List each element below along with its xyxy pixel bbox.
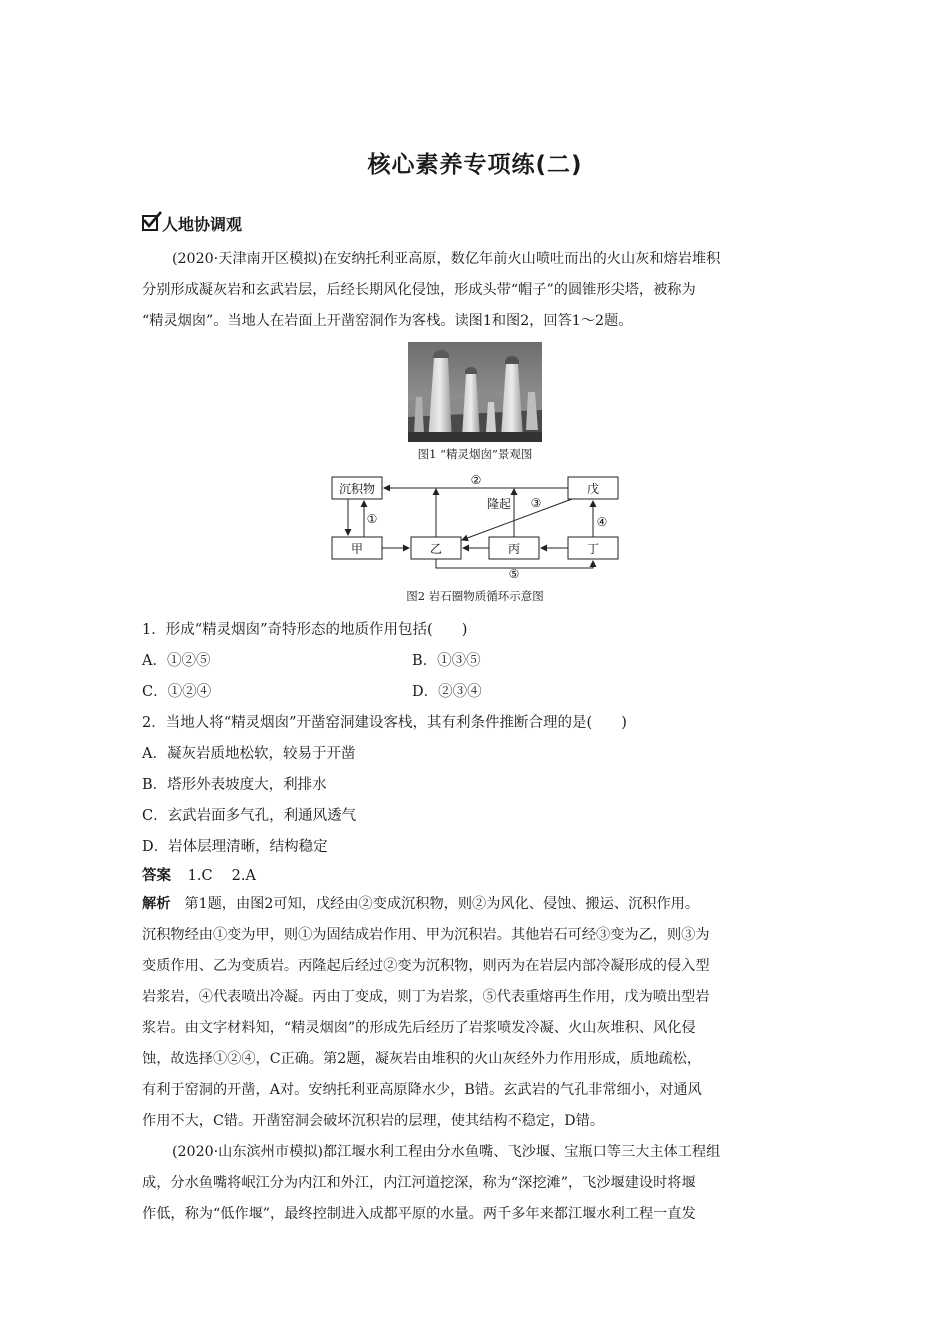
section-label: 人地协调观	[162, 214, 243, 234]
label-3: ③	[530, 496, 542, 510]
answer-text: 1.C 2.A	[187, 868, 256, 884]
option-a: A．①②⑤	[142, 653, 211, 669]
page-title: 核心素养专项练(二)	[367, 152, 583, 178]
answer-label: 答案	[142, 868, 171, 884]
label-uplift: 隆起	[486, 497, 512, 511]
question-1-options-cd	[142, 680, 482, 701]
node-wu: 戊	[586, 482, 600, 496]
node-yi: 乙	[429, 542, 443, 556]
checkbox-icon	[142, 215, 158, 231]
intro1-line: (2020·天津南开区模拟)在安纳托利亚高原，数亿年前火山喷吐而出的火山灰和熔岩堆积	[172, 251, 721, 267]
question-2-stem: 2．当地人将“精灵烟囱”开凿窑洞建设客栈，其有利条件推断合理的是( )	[142, 715, 627, 731]
analysis-line: 浆岩。由文字材料知，“精灵烟囱”的形成先后经历了岩浆喷发冷凝、火山灰堆积、风化侵	[142, 1020, 696, 1036]
figure2-caption: 图2 岩石圈物质循环示意图	[406, 589, 544, 603]
node-jia: 甲	[350, 542, 364, 556]
option-c: C．①②④	[142, 684, 212, 700]
label-1: ①	[366, 512, 378, 526]
intro2-line: 成，分水鱼嘴将岷江分为内江和外江，内江河道挖深，称为“深挖滩”，飞沙堰建设时将堰	[142, 1175, 696, 1191]
analysis-line: 作用不大，C错。开凿窑洞会破坏沉积岩的层理，使其结构不稳定，D错。	[142, 1113, 605, 1129]
analysis-line: 蚀，故选择①②④，C正确。第2题，凝灰岩由堆积的火山灰经外力作用形成，质地疏松，	[142, 1051, 702, 1067]
label-5: ⑤	[508, 567, 520, 578]
option-b: B．①③⑤	[412, 653, 481, 669]
analysis-paragraph	[142, 889, 810, 1137]
analysis-line: 有利于窑洞的开凿，A对。安纳托利亚高原降水少，B错。玄武岩的气孔非常细小，对通风	[142, 1082, 702, 1098]
label-4: ④	[596, 515, 608, 529]
intro1-line: 分别形成凝灰岩和玄武岩层，后经长期风化侵蚀，形成头带“帽子”的圆锥形尖塔，被称为	[142, 282, 696, 298]
fairy-chimney-photo	[408, 342, 542, 442]
analysis-line: 岩浆岩，④代表喷出冷凝。丙由丁变成，则丁为岩浆，⑤代表重熔再生作用，戊为喷出型岩	[142, 989, 710, 1005]
node-bing: 丙	[507, 542, 521, 556]
section-heading	[142, 212, 242, 234]
intro2-line: (2020·山东滨州市模拟)都江堰水利工程由分水鱼嘴、飞沙堰、宝瓶口等三大主体工程组	[172, 1144, 721, 1160]
option-b: B．塔形外表坡度大，利排水	[142, 777, 327, 793]
figure1-caption: 图1 “精灵烟囱”景观图	[417, 447, 533, 461]
intro-paragraph-2	[142, 1137, 810, 1230]
label-2: ②	[470, 473, 482, 487]
analysis-line: 第1题，由图2可知，戊经由②变成沉积物，则②为风化、侵蚀、搬运、沉积作用。	[184, 896, 700, 912]
analysis-line: 沉积物经由①变为甲，则①为固结成岩作用、甲为沉积岩。其他岩石可经③变为乙，则③为	[142, 927, 710, 943]
option-c: C．玄武岩面多气孔，利通风透气	[142, 808, 357, 824]
question-1-stem: 1．形成“精灵烟囱”奇特形态的地质作用包括( )	[142, 622, 468, 638]
intro-paragraph-1	[142, 244, 810, 337]
analysis-line: 变质作用、乙为变质岩。丙隆起后经过②变为沉积物，则丙为在岩层内部冷凝形成的侵入型	[142, 958, 710, 974]
node-ding: 丁	[586, 542, 600, 556]
rock-cycle-diagram	[320, 470, 630, 582]
node-sediment: 沉积物	[338, 482, 376, 496]
intro1-line: “精灵烟囱”。当地人在岩面上开凿窑洞作为客栈。读图1和图2，回答1～2题。	[142, 313, 633, 329]
analysis-label: 解析	[142, 896, 171, 912]
intro2-line: 作低，称为“低作堰”，最终控制进入成都平原的水量。两千多年来都江堰水利工程一直发	[142, 1206, 696, 1222]
option-a: A．凝灰岩质地松软，较易于开凿	[142, 746, 356, 762]
option-d: D．②③④	[412, 684, 482, 700]
option-d: D．岩体层理清晰，结构稳定	[142, 839, 328, 855]
answer-line	[142, 864, 256, 885]
question-1-options-ab	[142, 649, 481, 670]
